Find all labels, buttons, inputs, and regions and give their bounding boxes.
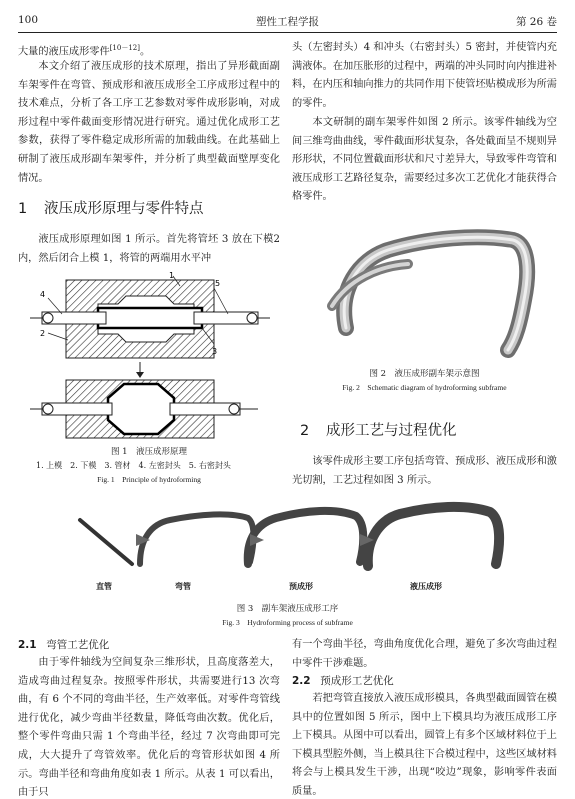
subsection-2-2-number: 2.2 [292,675,311,687]
fig1-label-4: 4 [40,290,46,299]
right-seal-5 [194,312,270,324]
intro-text: 大量的液压成形零件 [18,46,110,58]
figure1-diagram [28,270,273,440]
bending-continued: 有一个弯曲半径，弯曲角度优化合理，避免了多次弯曲过程中零件干涉难题。 [292,639,557,669]
fig3-caption-cn: 图 3 副车架液压成形工序 [236,604,339,614]
section2-number: 2 [300,423,310,439]
section1-number: 1 [18,201,28,217]
part-paragraph: 本文研制的副车架零件如图 2 所示。该零件轴线为空间三维弯曲曲线，零件截面形状复杂，各处截面呈不规则异形形状，不同位置截面形状和尺寸差异大，导致零件弯管和液压成形工艺路径复杂，需要经过多次工艺优化才能获得合格零件。 [292,117,557,203]
subsection-2-2-title: 预成形工艺优化 [320,675,394,687]
section2-title: 成形工艺与过程优化 [326,423,457,439]
principle-paragraph: 液压成形原理如图 1 所示。首先将管坯 3 放在下模2 内，然后闭合上模 1，将管的两端用水平冲 [18,234,280,264]
stage-bent-tube [140,514,254,564]
figure2-subframe-image [318,210,543,360]
formed-die-assembly [30,380,258,438]
fig1-caption-en: Fig. 1 Principle of hydroforming [97,475,201,484]
figure3-process [70,490,520,580]
fig1-label-5: 5 [215,279,221,288]
continued-paragraph: 头（左密封头）4 和冲头（右密封头）5 密封，并使管内充满液体。在加压胀形的过程中，两端的冲头同时向内推进补料，在内压和轴向推力的共同作用下使管坯贴模成形为所需的零件。 [292,42,557,109]
subsection-2-2-heading [292,673,557,688]
header-rule [18,32,557,33]
bending-paragraph: 由于零件轴线为空间复杂三维形状，且高度落差大，造成弯曲过程复杂。按照零件形状，共需要进行13 次弯曲，有 6 个不同的弯曲半径，生产效率低。对零件弯管线进行优化，减少弯曲半径数量，降低弯曲次数。优化后，整个零件弯曲只需 1 个弯曲半径，经过 7 次弯曲即可完成，大大提升了弯管效率。优化后的弯管形状如图 4 所示。弯曲半径和弯曲角度如表 1 所示。从表 1 可以看出，由于只 [18,657,280,799]
preforming-paragraph: 若把弯管直接放入液压成形模具，各典型截面圆管在模具中的位置如图 5 所示，图中上下模具均为液压成形工序上下模具。从图中可以看出，圆管上有多个区域材料位于上下模具型腔外侧，当上模具往下合模过程中，这些区域材料将会与上模具发生干涉，出现“咬边”现象，影响零件表面质量。 [292,693,557,797]
stage-straight-tube [80,520,132,564]
fig1-caption-cn: 图 1 液压成形原理 [110,447,188,457]
journal-name: 塑性工程学报 [256,16,319,28]
left-seal-4 [30,312,106,324]
section1-heading [18,197,280,218]
intro-end: 。 [139,46,151,58]
intro-paragraph: 本文介绍了液压成形的技术原理，指出了异形截面副车架零件在弯管、预成形和液压成形全工序成形过程中的技术难点，分析了各工序工艺参数对零件成形影响，对成形过程中零件截面变形情况进行研究。通过优化成形工艺参数，获得了零件稳定成形所需的加载曲线。在此基础上研制了液压成形副车架零件，并分析了典型截面壁厚变化情况。 [18,61,280,184]
subsection-2-1-title: 弯管工艺优化 [46,639,110,651]
fig3-caption-en: Fig. 3 Hydroforming process of subframe [222,618,353,627]
subsection-2-1-heading [18,637,280,652]
fig1-legend: 1. 上模 2. 下模 3. 管材 4. 左密封头 5. 右密封头 [36,461,231,470]
fig1-label-2: 2 [40,329,46,338]
stage-label-bent: 弯管 [175,581,191,591]
fig2-caption-cn: 图 2 液压成形副车架示意图 [369,369,480,379]
stage-label-straight: 直管 [96,581,112,591]
tube-3 [98,308,202,328]
stage-preformed [248,511,364,564]
section1-title: 液压成形原理与零件特点 [44,201,204,217]
page-header [18,14,557,32]
volume-label: 第 26 卷 [515,16,557,28]
fig1-label-3: 3 [212,347,218,356]
process-paragraph: 该零件成形主要工序包括弯管、预成形、液压成形和激光切割，工艺过程如图 3 所示。 [292,456,557,486]
subsection-2-1-number: 2.1 [18,639,37,651]
page-number: 100 [18,14,39,26]
stage-hydroformed [368,507,499,566]
stage-label-preformed: 预成形 [289,581,313,591]
fig2-caption-en: Fig. 2 Schematic diagram of hydroforming subframe [342,383,507,392]
fig1-label-1: 1 [169,271,175,280]
section2-heading [300,419,557,440]
stage-label-hydroformed: 液压成形 [410,581,442,591]
citation: [10－12] [109,44,140,52]
